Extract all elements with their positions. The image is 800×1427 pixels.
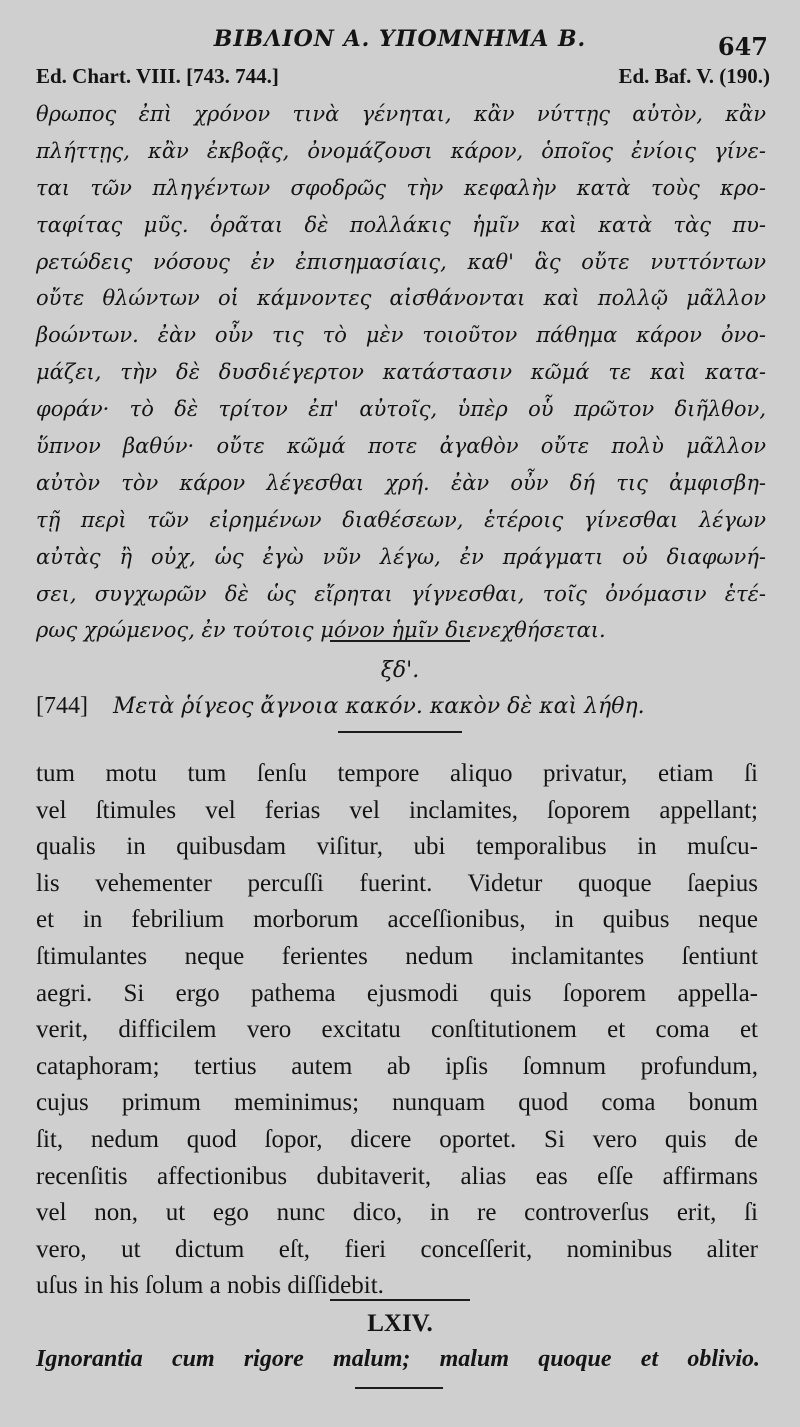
running-head: ΒΙΒΛΙΟΝ Α. ΥΠΟΜΝΗΜΑ Β. — [213, 26, 587, 52]
greek-commentary-text — [36, 96, 766, 649]
latin-line: et in febrilium morborum acceſſionibus, in quibus neque — [36, 906, 758, 934]
greek-line: αὐτὸν τὸν κάρον λέγεσθαι χρή. ἐὰν οὖν δή τις ἀμφισβη- — [36, 470, 766, 495]
latin-line: vero, ut dictum eſt, fieri conceſſerit, nominibus aliter — [36, 1235, 758, 1263]
aphorism-reference: [744] — [36, 693, 88, 719]
latin-line: cataphoram; tertius autem ab ipſis ſomnum profundum, — [36, 1052, 758, 1080]
latin-line: vel ſtimules vel ferias vel inclamites, ſoporem appellant; — [36, 796, 758, 824]
greek-line: φοράν· τὸ δὲ τρίτον ἐπ' αὐτοῖς, ὑπὲρ οὗ πρῶτον διῆλθον, — [36, 397, 766, 422]
latin-line: vel non, ut ego nunc dico, in re controverſus erit, ſi — [36, 1199, 758, 1227]
latin-line: qualis in quibusdam viſitur, ubi temporalibus in muſcu- — [36, 833, 758, 861]
latin-line: ſtimulantes neque ferientes nedum inclamitantes ſentiunt — [36, 942, 758, 970]
greek-section-number: ξδ'. — [380, 658, 420, 683]
latin-section-number: LXIV. — [367, 1310, 433, 1337]
latin-line: cujus primum meminimus; nunquam quod coma bonum — [36, 1089, 758, 1117]
greek-line: ρετώδεις νόσους ἐν ἐπισημασίαις, καθ' ἃς οὔτε νυττόντων — [36, 249, 766, 274]
greek-line: σει, συγχωρῶν δὲ ὡς εἴρηται γίγνεσθαι, τοῖς ὀνόμασιν ἑτέ- — [36, 581, 766, 606]
latin-line: recenſitis affectionibus dubitaverit, alias eas eſſe affirmans — [36, 1162, 758, 1190]
greek-line: ται τῶν πληγέντων σφοδρῶς τὴν κεφαλὴν κατὰ τοὺς κρο- — [36, 175, 766, 200]
latin-line: lis vehementer percuſſi fuerint. Videtur quoque ſaepius — [36, 869, 758, 897]
latin-line: uſus in his ſolum a nobis diſſidebit. — [36, 1272, 384, 1300]
greek-line: αὐτὰς ἢ οὐχ, ὡς ἐγὼ νῦν λέγω, ἐν πράγματι οὐ διαφωνή- — [36, 544, 766, 569]
greek-line: πλήττῃς, κἂν ἐκβοᾷς, ὀνομάζουσι κάρον, ὁποῖος ἐνίοις γίνε- — [36, 138, 766, 163]
greek-line: μάζει, τὴν δὲ δυσδιέγερτον κατάστασιν κῶμά τε καὶ κατα- — [36, 360, 766, 385]
greek-line: βοώντων. ἐὰν οὖν τις τὸ μὲν τοιοῦτον πάθημα κάρον ὀνο- — [36, 323, 766, 348]
section-divider-rule — [330, 640, 470, 642]
edition-chartier-ref: Ed. Chart. VIII. [743. 744.] — [36, 64, 279, 88]
page-number: 647 — [717, 32, 768, 61]
greek-line: οὔτε θλώντων οἱ κάμνοντες αἰσθάνονται καὶ πολλῷ μᾶλλον — [36, 286, 766, 311]
aphorism-divider-rule — [338, 731, 462, 733]
greek-aphorism-line — [36, 693, 766, 727]
greek-line: θρωπος ἐπὶ χρόνον τινὰ γένηται, κἂν νύττῃς αὐτὸν, κἂν — [36, 102, 766, 126]
edition-basel-ref: Ed. Baf. V. (190.) — [618, 64, 770, 88]
latin-line: ſit, nedum quod ſopor, dicere oportet. Si vero quis de — [36, 1125, 758, 1153]
greek-line: ὕπνον βαθύν· οὔτε κῶμά ποτε ἀγαθὸν οὔτε πολὺ μᾶλλον — [36, 434, 766, 459]
latin-commentary-text — [36, 756, 758, 1305]
greek-line: τῇ περὶ τῶν εἰρημένων διαθέσεων, ἑτέροις γίνεσθαι λέγων — [36, 507, 766, 532]
latin-line: aegri. Si ergo pathema ejusmodi quis ſoporem appella- — [36, 979, 758, 1007]
edition-reference-line — [36, 64, 770, 94]
greek-line: ρως χρώμενος, ἐν τούτοις μόνον ἡμῖν διενεχθήσεται. — [36, 618, 606, 643]
latin-aphorism-title: Ignorantia cum rigore malum; malum quoque et oblivio. — [36, 1346, 760, 1372]
latin-title-underline-rule — [355, 1387, 443, 1389]
latin-line: verit, difficilem vero excitatu conſtitutionem et coma et — [36, 1016, 758, 1044]
latin-line: tum motu tum ſenſu tempore aliquo privatur, etiam ſi — [36, 760, 758, 787]
greek-line: ταφίτας μῦς. ὁρᾶται δὲ πολλάκις ἡμῖν καὶ κατὰ τὰς πυ- — [36, 212, 766, 237]
latin-divider-rule — [330, 1299, 470, 1301]
greek-aphorism-text: Μετὰ ῥίγεος ἄγνοια κακόν. κακὸν δὲ καὶ λήθη. — [112, 694, 645, 719]
